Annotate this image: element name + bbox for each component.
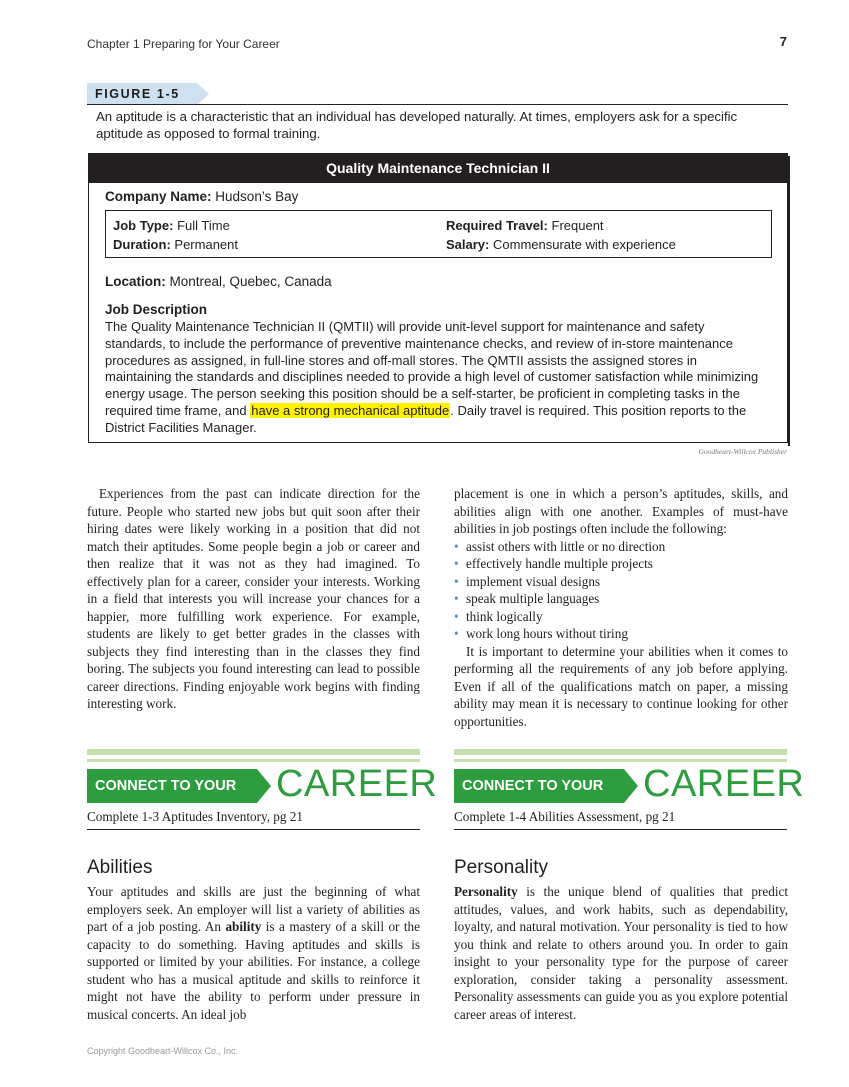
- list-item: [454, 625, 788, 643]
- activity-instruction: Complete 1-4 Abilities Assessment, pg 21: [454, 809, 676, 824]
- list-item: [454, 555, 788, 573]
- figure-credit: Goodheart-Willcox Publisher: [698, 447, 787, 456]
- job-title: Quality Maintenance Technician II: [89, 154, 787, 183]
- career-word: CAREER: [276, 763, 438, 805]
- job-description-part2: . Daily travel is required. This position reports to the District Facilities Manager.: [105, 402, 747, 435]
- location-line: [105, 274, 332, 289]
- list-item: [454, 608, 788, 626]
- job-type-label: Job Type:: [113, 218, 174, 233]
- figure-label: FIGURE 1-5: [95, 87, 180, 101]
- travel-line: [446, 218, 604, 233]
- list-item-text: assist others with little or no direction: [466, 538, 666, 554]
- figure-rule: [87, 104, 788, 105]
- list-item: [454, 590, 788, 608]
- abilities-heading: Abilities: [87, 857, 153, 878]
- figure-caption: An aptitude is a characteristic that an individual has developed naturally. At times, employers ask for a specific aptitude as opposed to formal training.: [96, 109, 738, 141]
- personality-text: is the unique blend of qualities that predict attitudes, values, and work habits, such as dependability, loyalty, and natural motivation. Your personality is tied to how you think and relate to others around you. In order to gain insight to your personality type for the purpose of career exploration, consider taking a personality assessment. Personality assessments can guide you as you explore potential career areas of interest.: [454, 884, 788, 1022]
- job-type-line: [113, 218, 230, 233]
- connect-arrow: CONNECT TO YOUR: [454, 769, 624, 803]
- abilities-check-text: It is important to determine your abilities when it comes to performing all the requirements of any job before applying. Even if all of the qualifications match on paper, a missing ability may mean it is necessary to continue looking for other opportunities.: [454, 643, 788, 729]
- list-item: [454, 538, 788, 556]
- highlighted-phrase: have a strong mechanical aptitude: [251, 402, 450, 418]
- personality-paragraph: [454, 883, 788, 1023]
- company-label: Company Name:: [105, 189, 212, 204]
- bullet-icon: •: [454, 556, 459, 571]
- list-item-text: think logically: [466, 608, 543, 624]
- right-column: [454, 485, 788, 730]
- list-item-text: effectively handle multiple projects: [466, 556, 653, 571]
- placement-paragraph: placement is one in which a person’s aptitudes, skills, and abilities align with one another. Examples of must-have abilities in job postings often include the following:: [454, 486, 788, 536]
- left-column-paragraph: [87, 485, 420, 713]
- connect-banner-left: [87, 749, 438, 829]
- salary-label: Salary:: [446, 237, 490, 252]
- salary-line: [446, 237, 676, 252]
- company-value: Hudson’s Bay: [215, 189, 299, 204]
- salary-value: Commensurate with experience: [493, 237, 676, 252]
- personality-heading: Personality: [454, 857, 548, 878]
- duration-line: [113, 237, 238, 252]
- list-item-text: implement visual designs: [466, 573, 601, 589]
- abilities-list: [454, 538, 788, 643]
- duration-label: Duration:: [113, 237, 171, 252]
- connect-banner-right: [454, 749, 805, 829]
- activity-instruction: Complete 1-3 Aptitudes Inventory, pg 21: [87, 809, 303, 824]
- list-item: [454, 573, 788, 591]
- travel-label: Required Travel:: [446, 218, 548, 233]
- page-number: 7: [779, 34, 787, 49]
- bullet-icon: •: [454, 538, 459, 554]
- connect-arrow: CONNECT TO YOUR: [87, 769, 257, 803]
- personality-term: Personality: [454, 884, 518, 899]
- job-description-part1: The Quality Maintenance Technician II (QMTII) will provide unit-level support for maintenance and safety standards, to include the performance of preventive maintenance checks, and review of in-store maintenance procedures as assigned, in full-line stores and off-mall stores. The QMTII assists the assigned stores in maintaining the standards and disciplines needed to provide a high level of customer satisfaction while minimizing energy usage. The person seeking this position should be a self-starter, be proficient in completing tasks in the required time frame, and: [105, 319, 759, 418]
- duration-value: Permanent: [174, 237, 238, 252]
- location-value: Montreal, Quebec, Canada: [169, 274, 332, 289]
- bullet-icon: •: [454, 591, 459, 606]
- running-header: Chapter 1 Preparing for Your Career: [87, 37, 280, 51]
- company-line: [105, 189, 298, 204]
- bullet-icon: •: [454, 573, 459, 589]
- abilities-text-1: Your aptitudes and skills are just the beginning of what employers seek. An employer will list a variety of abilities as part of a job posting. An: [87, 884, 420, 934]
- list-item-text: work long hours without tiring: [466, 626, 628, 641]
- interests-paragraph: Experiences from the past can indicate direction for the future. People who started new jobs but quit soon after their hiring dates were likely working in a position that did not match their aptitudes. Some people begin a job or career and then realize that it was not as they had imagined. To effectively plan for a career, consider your interests. Working in a field that interests you will increase your chances for a happier, more fulfilling work experience. For example, students are likely to get better grades in the classes with subjects they find interesting than in the classes they find boring. The subjects you found interesting can lead to possible career directions. Finding enjoyable work begins with finding interesting work.: [87, 486, 420, 711]
- career-word: CAREER: [643, 763, 805, 805]
- bullet-icon: •: [454, 626, 459, 641]
- abilities-paragraph: [87, 883, 420, 1023]
- list-item-text: speak multiple languages: [466, 591, 600, 606]
- abilities-text-2: is a mastery of a skill or the capacity to do something. Having aptitudes and skills is supported or limited by your abilities. For instance, a college student who has a musical aptitude and skills to reinforce it might not have the ability to perform under pressure in musical concerts. An ideal job: [87, 919, 421, 1022]
- abilities-check-paragraph: [454, 643, 788, 731]
- job-description-heading: Job Description: [105, 302, 208, 317]
- bullet-icon: •: [454, 608, 459, 624]
- location-label: Location:: [105, 274, 166, 289]
- copyright: Copyright Goodheart-Willcox Co., Inc.: [87, 1046, 239, 1056]
- travel-value: Frequent: [551, 218, 604, 233]
- job-type-value: Full Time: [177, 218, 230, 233]
- job-description-text: [105, 319, 760, 437]
- ability-term: ability: [225, 919, 262, 934]
